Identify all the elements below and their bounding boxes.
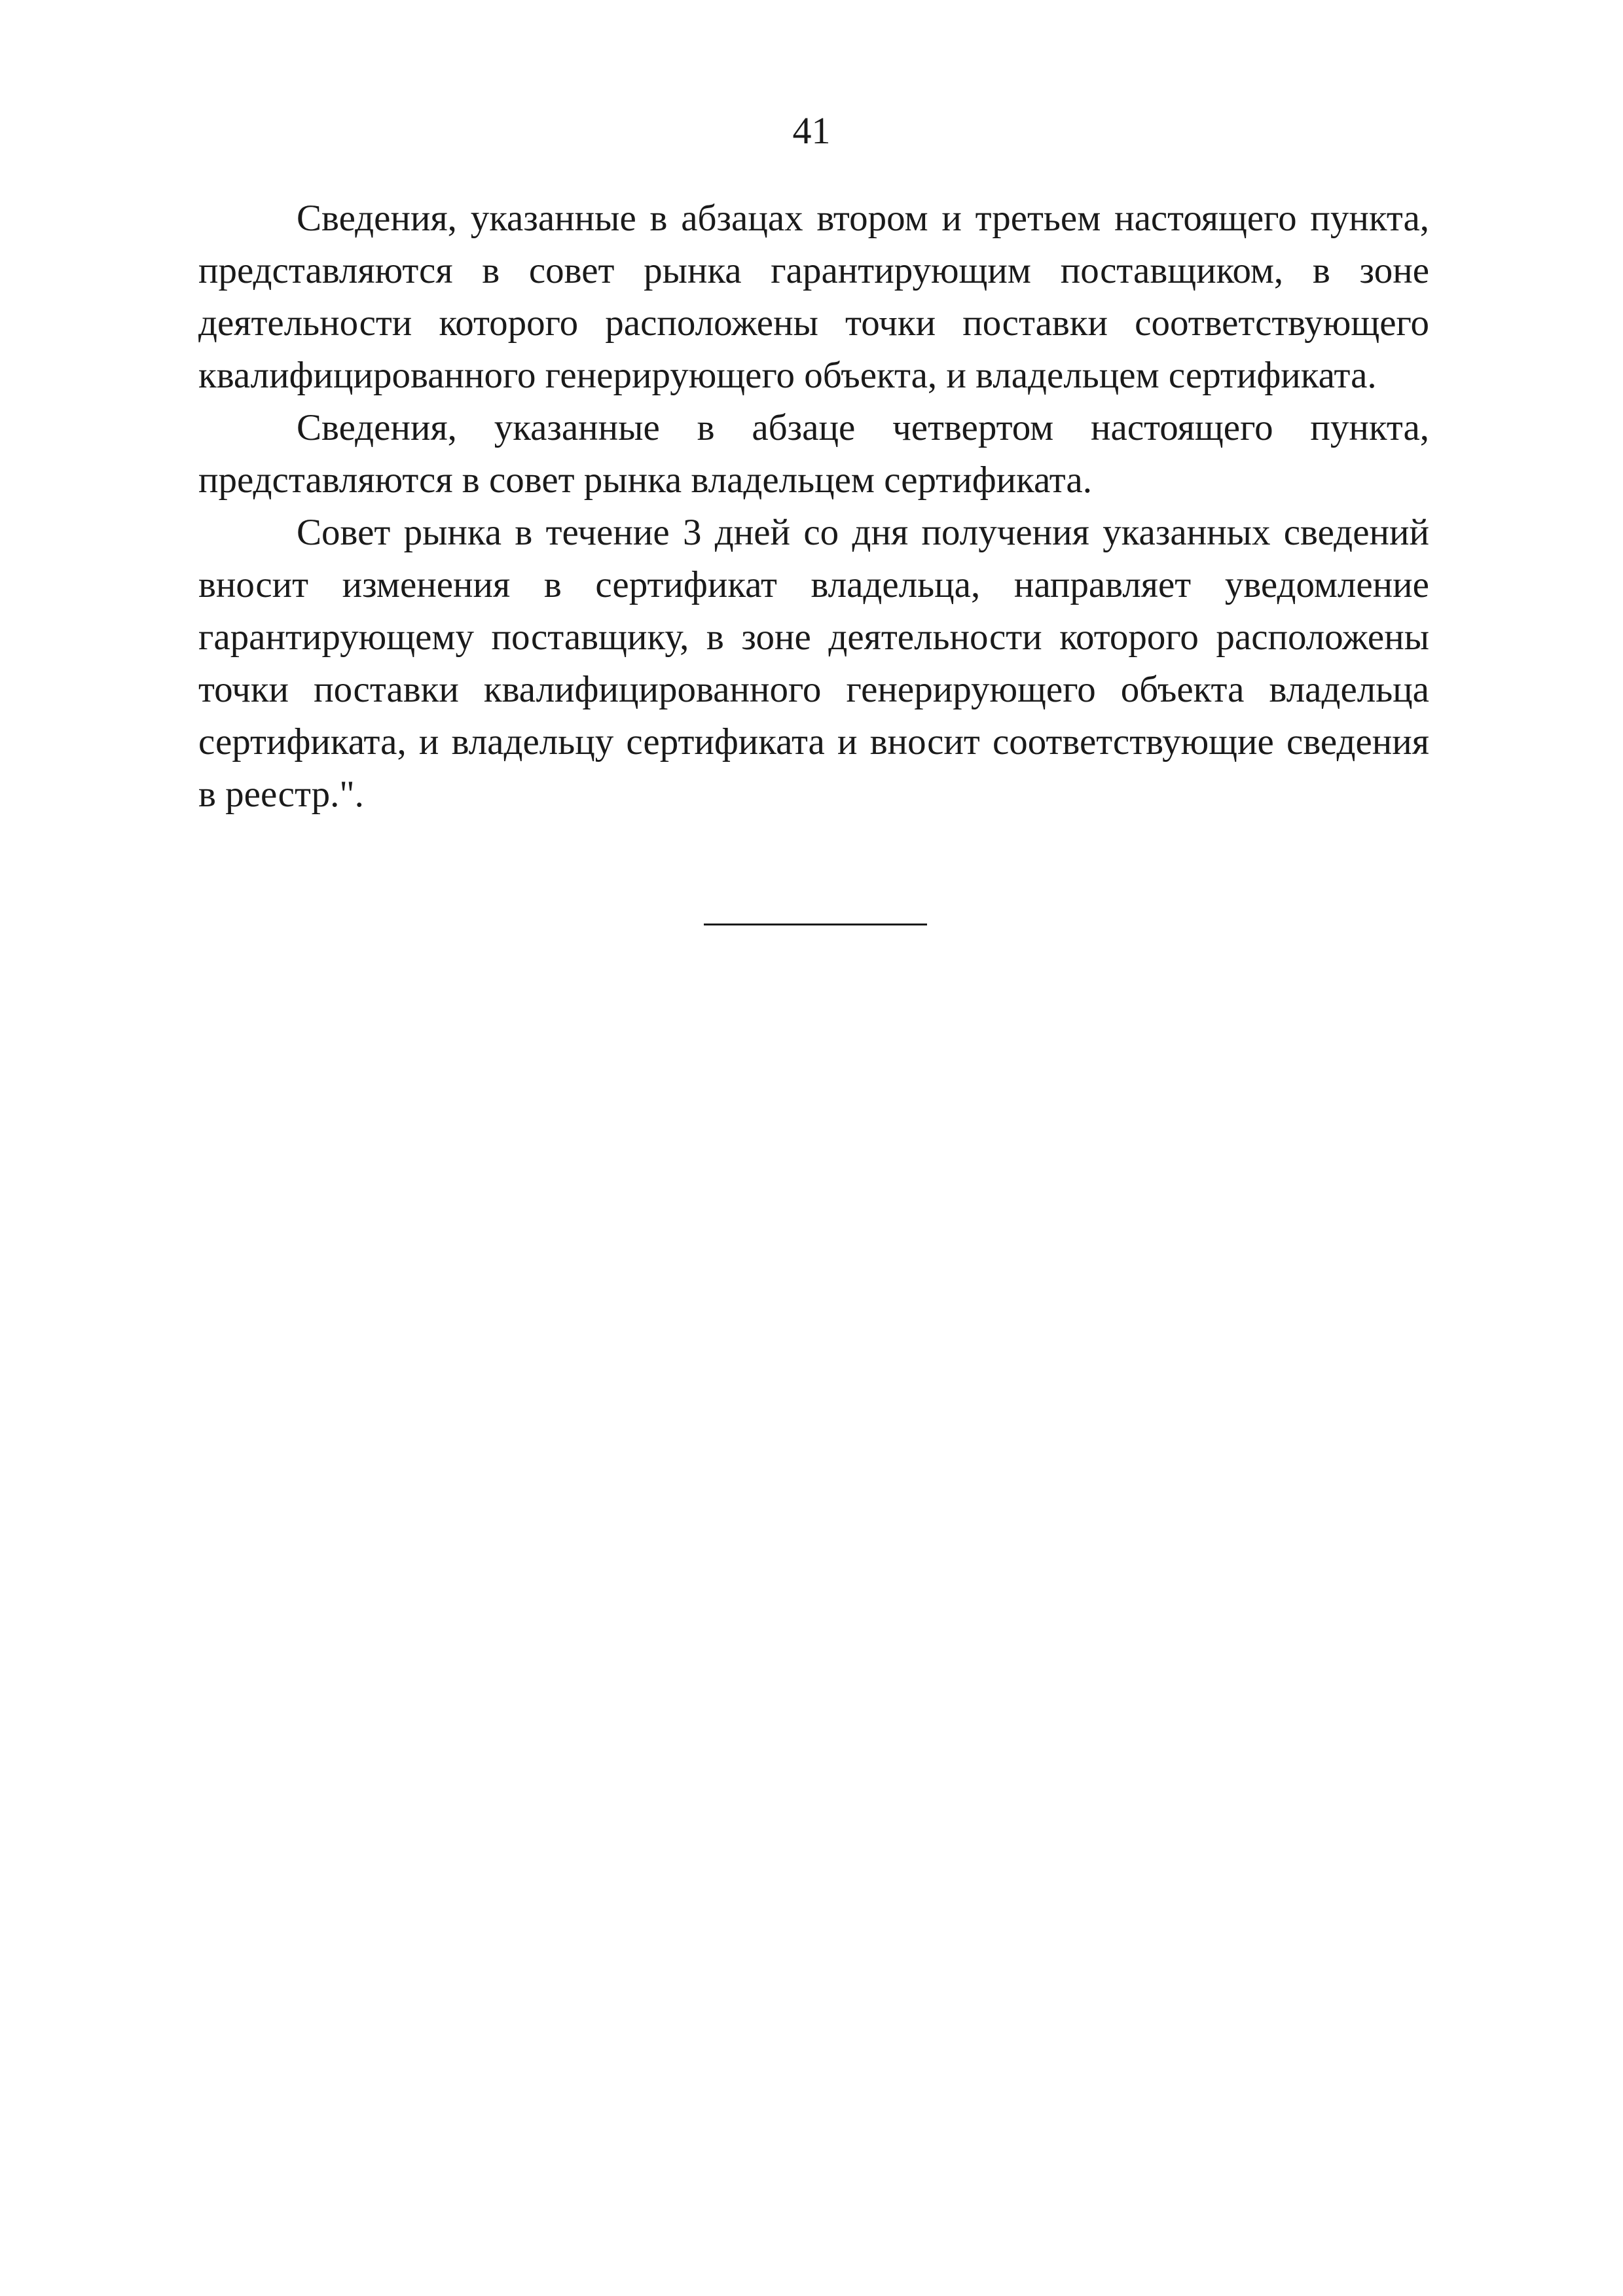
page-number: 41: [792, 109, 831, 152]
paragraph-3: Совет рынка в течение 3 дней со дня получения указанных сведений вносит изменения в сертификат владельца, направляет уведомление гарантирующему поставщику, в зоне деятельности которого расположены точки поставки квалифицированного генерирующего объекта владельца сертификата, и владельцу сертификата и вносит соответствующие сведения в реестр.".: [198, 512, 1429, 815]
paragraph-1: Сведения, указанные в абзацах втором и третьем настоящего пункта, представляются в совет рынка гарантирующим поставщиком, в зоне деятельности которого расположены точки поставки соответствующего квалифицированного генерирующего объекта, и владельцем сертификата.: [198, 198, 1429, 396]
document-body: [198, 192, 1429, 821]
paragraph-2: Сведения, указанные в абзаце четвертом настоящего пункта, представляются в совет рынка владельцем сертификата.: [198, 407, 1429, 501]
end-separator-line: [704, 924, 927, 925]
